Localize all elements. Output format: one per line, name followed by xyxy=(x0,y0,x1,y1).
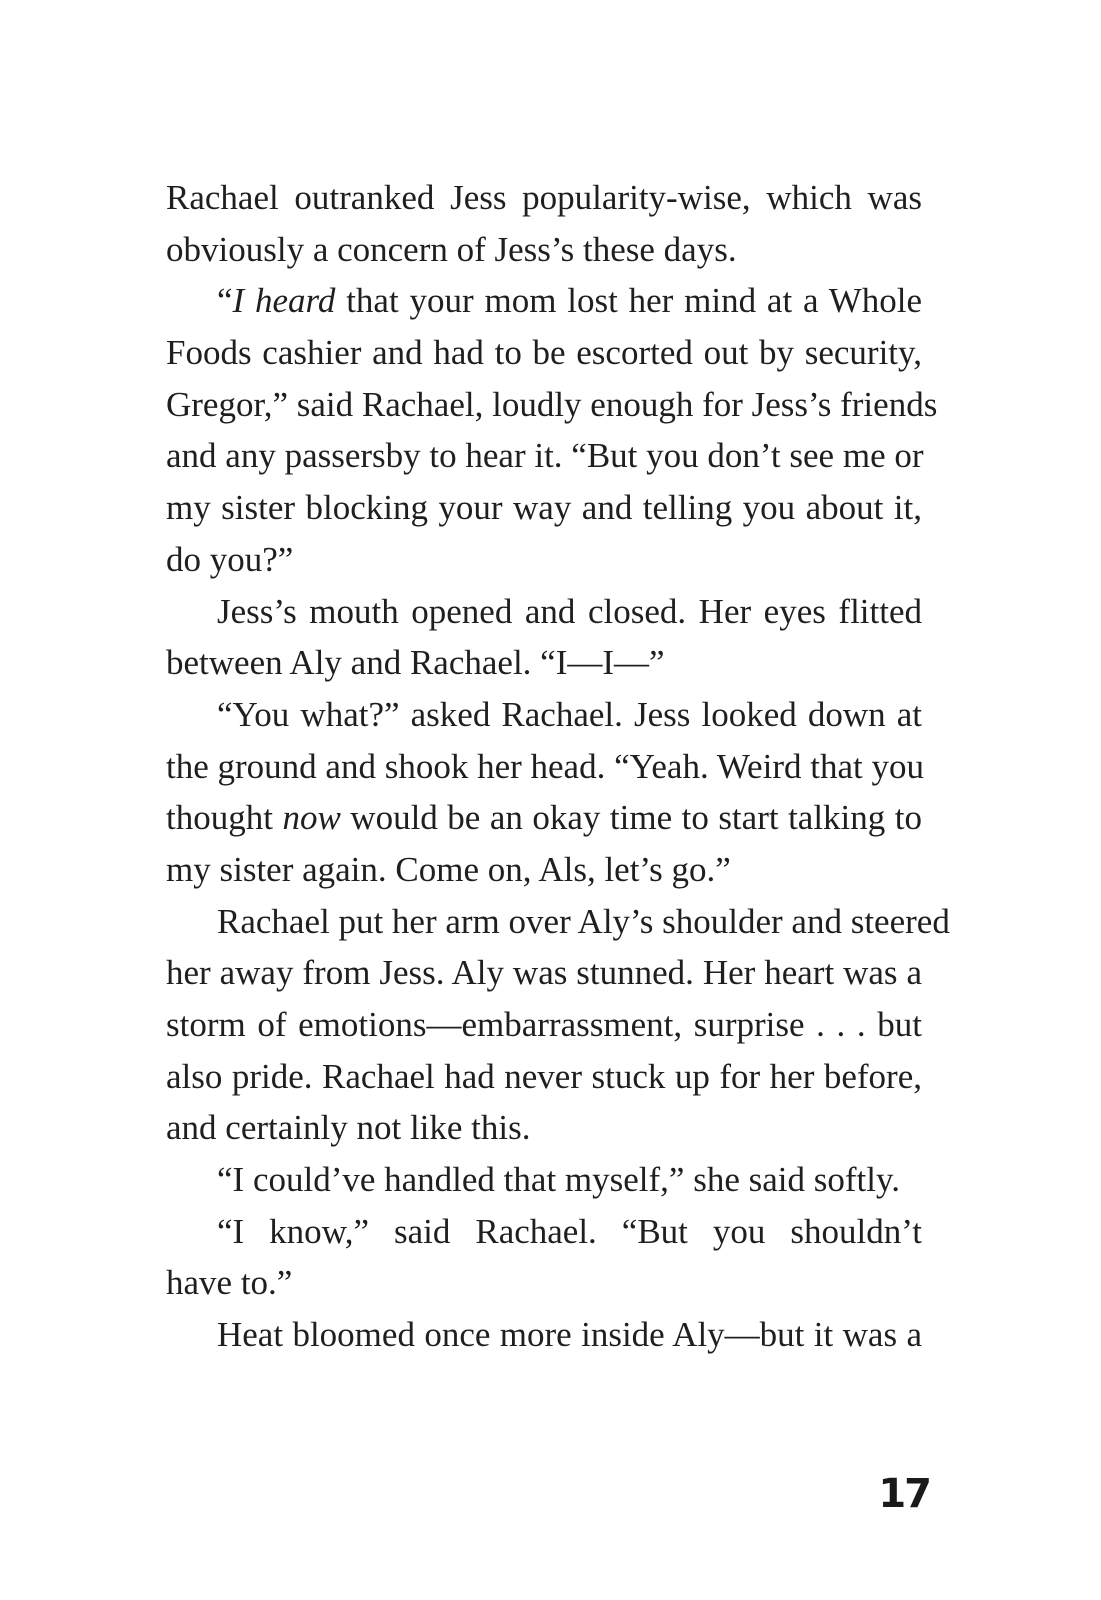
text-segment: “I know,” said Rachael. “But you shouldn’t xyxy=(217,1211,922,1251)
text-line xyxy=(166,172,922,224)
text-line xyxy=(166,689,922,741)
text-segment: Rachael put her arm over Aly’s shoulder and steered xyxy=(217,901,950,941)
text-line xyxy=(166,1154,922,1206)
text-line xyxy=(166,1257,922,1309)
text-line xyxy=(166,1102,922,1154)
text-line xyxy=(166,1206,922,1258)
text-line xyxy=(166,1051,922,1103)
text-line xyxy=(166,999,922,1051)
text-segment: “ xyxy=(217,281,233,321)
text-segment: thought xyxy=(166,798,283,838)
emphasis-text: now xyxy=(282,798,341,838)
text-line xyxy=(166,947,922,999)
text-segment: my sister again. Come on, Als, let’s go.” xyxy=(166,849,731,889)
text-segment: Foods cashier and had to be escorted out by security, xyxy=(166,333,922,373)
text-segment: Rachael outranked Jess popularity-wise, which was xyxy=(166,178,922,217)
text-line xyxy=(166,327,922,379)
text-segment: and certainly not like this. xyxy=(166,1108,531,1148)
text-line xyxy=(166,741,922,793)
text-segment: “I could’ve handled that myself,” she said softly. xyxy=(217,1160,900,1200)
text-segment: the ground and shook her head. “Yeah. Weird that you xyxy=(166,746,924,786)
text-line xyxy=(166,379,938,431)
text-line xyxy=(166,224,922,276)
text-segment: would be an okay time to start talking to xyxy=(340,798,922,838)
text-segment: my sister blocking your way and telling you about it, xyxy=(166,488,922,528)
text-line xyxy=(166,896,950,948)
body-text xyxy=(166,172,950,1361)
text-line xyxy=(166,586,922,638)
text-segment: Jess’s mouth opened and closed. Her eyes flitted xyxy=(217,591,922,631)
emphasis-text: I heard xyxy=(232,281,336,321)
text-line xyxy=(166,534,922,586)
text-line xyxy=(166,275,922,327)
text-segment: between Aly and Rachael. “I—I—” xyxy=(166,643,665,683)
text-segment: do you?” xyxy=(166,539,294,579)
text-segment: have to.” xyxy=(166,1263,293,1303)
text-segment: also pride. Rachael had never stuck up for her before, xyxy=(166,1056,922,1096)
text-segment: Heat bloomed once more inside Aly—but it was a xyxy=(217,1315,922,1355)
text-segment: “You what?” asked Rachael. Jess looked down at xyxy=(217,694,922,734)
page-number: 17 xyxy=(878,1471,930,1517)
text-line xyxy=(166,637,922,689)
text-segment: and any passersby to hear it. “But you don’t see me or xyxy=(166,436,924,476)
text-segment: her away from Jess. Aly was stunned. Her heart was a xyxy=(166,953,922,993)
text-segment: Gregor,” said Rachael, loudly enough for Jess’s friends xyxy=(166,384,938,424)
text-line xyxy=(166,482,922,534)
text-segment: obviously a concern of Jess’s these days. xyxy=(166,229,737,269)
text-segment: that your mom lost her mind at a Whole xyxy=(335,281,923,321)
text-line xyxy=(166,844,922,896)
text-line xyxy=(166,1309,922,1361)
text-line xyxy=(166,430,922,482)
text-segment: storm of emotions—embarrassment, surprise . . . but xyxy=(166,1005,922,1044)
text-line xyxy=(166,792,922,844)
